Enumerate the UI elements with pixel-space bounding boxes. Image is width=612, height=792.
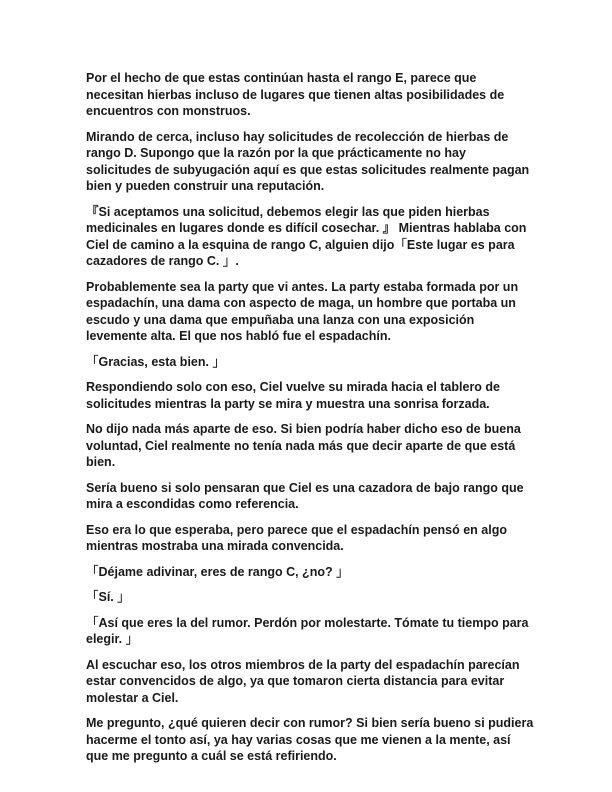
dialogue-line: 「Gracias, esta bien. 」: [86, 354, 225, 369]
paragraph: Sería bueno si solo pensaran que Ciel es una cazadora de bajo rango que mira a escondidas como referencia.: [86, 480, 524, 511]
text-body: [86, 70, 534, 774]
paragraph: Mirando de cerca, incluso hay solicitudes de recolección de hierbas de rango D. Supongo que la razón por la que prácticamente no hay solicitudes de subyugación aquí es que estas solicitudes realmente pagan bien y pueden construir una reputación.: [86, 129, 530, 193]
paragraph: Probablemente sea la party que vi antes. La party estaba formada por un espadachín, una dama con aspecto de maga, un hombre que portaba un escudo y una dama que empuñaba una lanza con una exposición levemente alta. El que nos habló fue el espadachín.: [86, 279, 519, 343]
paragraph: 『Si aceptamos una solicitud, debemos elegir las que piden hierbas medicinales en lugares donde es difícil cosechar. 』 Mientras hablaba con Ciel de camino a la esquina de rango C, alguien dijo「Este lugar es para cazadores de rango C. 」.: [86, 204, 527, 268]
dialogue-line: 「Déjame adivinar, eres de rango C, ¿no? 」: [86, 564, 349, 579]
dialogue-line: 「Sí. 」: [86, 590, 130, 604]
dialogue-line: 「Así que eres la del rumor. Perdón por molestarte. Tómate tu tiempo para elegir. 」: [86, 615, 529, 646]
paragraph: Por el hecho de que estas continúan hasta el rango E, parece que necesitan hierbas incluso de lugares que tienen altas posibilidades de encuentros con monstruos.: [86, 71, 505, 118]
paragraph: Al escuchar eso, los otros miembros de la party del espadachín parecían estar convencidos de algo, ya que tomaron cierta distancia para evitar molestar a Ciel.: [86, 657, 520, 705]
paragraph: Me pregunto, ¿qué quieren decir con rumor? Si bien sería bueno si pudiera hacerme el tonto así, ya hay varias cosas que me vienen a la mente, así que me pregunto a cuál se está refiriendo.: [86, 716, 534, 763]
paragraph: No dijo nada más aparte de eso. Si bien podría haber dicho eso de buena voluntad, Ciel realmente no tenía nada más que decir aparte de que está bien.: [86, 422, 521, 469]
paragraph: Eso era lo que esperaba, pero parece que el espadachín pensó en algo mientras mostraba una mirada convencida.: [86, 522, 507, 553]
paragraph: Respondiendo solo con eso, Ciel vuelve su mirada hacia el tablero de solicitudes mientras la party se mira y muestra una sonrisa forzada.: [86, 380, 501, 411]
